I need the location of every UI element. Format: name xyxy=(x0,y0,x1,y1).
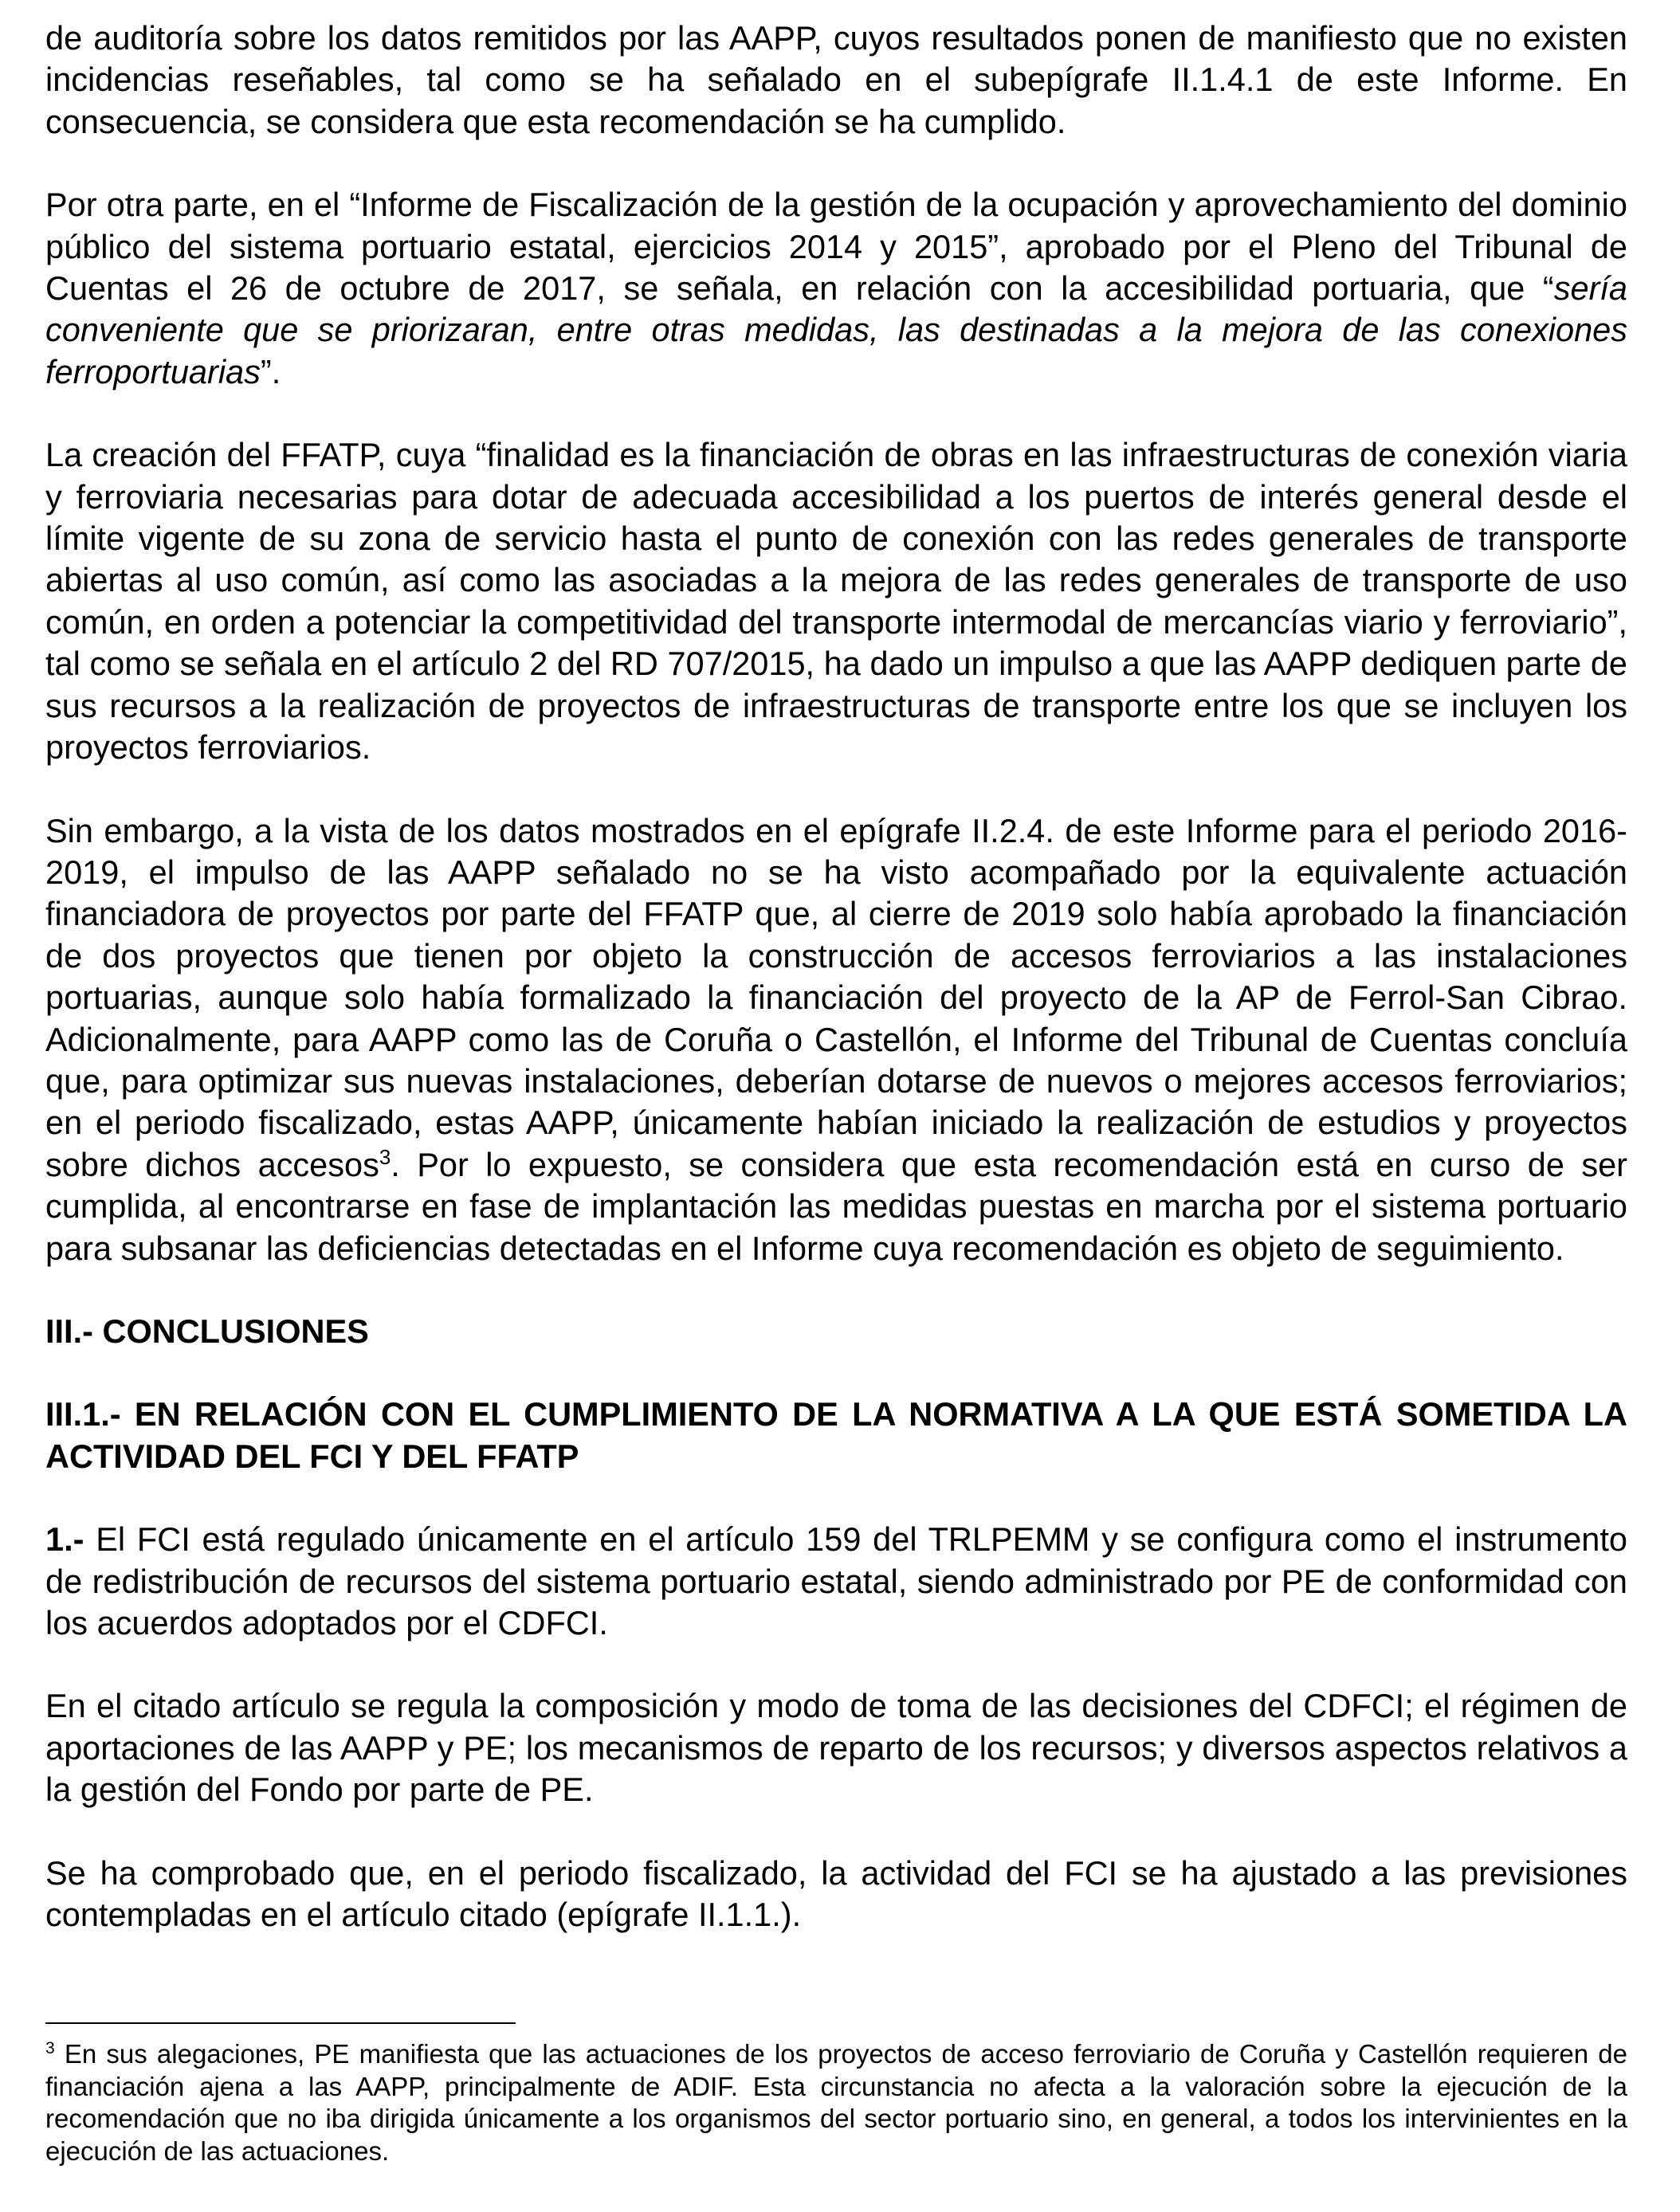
paragraph-text-end: . Por lo expuesto, se considera que esta recomendación está en curso de ser cumplida, al encontrarse en fase de implantación las medidas puestas en marcha por el sistema portuario para subsanar las deficiencias detectadas en el Informe cuya recomendación es objeto de seguimiento. xyxy=(45,1145,1627,1267)
paragraph-conclusion-1 xyxy=(45,1519,1627,1644)
heading-text: III.1.- EN RELACIÓN CON EL CUMPLIMIENTO DE LA NORMATIVA A LA QUE ESTÁ SOMETIDA LA ACTIVIDAD DEL FCI Y DEL FFATP xyxy=(45,1395,1627,1475)
subsection-heading-cumplimiento xyxy=(45,1394,1627,1477)
paragraph-text: Por otra parte, en el “Informe de Fiscalización de la gestión de la ocupación y aprovechamiento del dominio público del sistema portuario estatal, ejercicios 2014 y 2015”, aprobado por el Pleno del Tribunal de Cuentas el 26 de octubre de 2017, se señala, en relación con la accesibilidad portuaria, que “ xyxy=(45,186,1627,308)
paragraph-text: Se ha comprobado que, en el periodo fiscalizado, la actividad del FCI se ha ajustado a las previsiones contempladas en el artículo citado (epígrafe II.1.1.). xyxy=(45,1853,1627,1934)
paragraph-text-end: ”. xyxy=(260,352,281,390)
footnote-separator xyxy=(45,2022,516,2024)
paragraph-creacion-ffatp xyxy=(45,434,1627,768)
paragraph-text: El FCI está regulado únicamente en el artículo 159 del TRLPEMM y se configura como el instrumento de redistribución de recursos del sistema portuario estatal, siendo administrado por PE de conformidad con los acuerdos adoptados por el CDFCI. xyxy=(45,1520,1627,1641)
paragraph-sin-embargo xyxy=(45,810,1627,1269)
paragraph-citado-articulo xyxy=(45,1685,1627,1810)
paragraph-text: Sin embargo, a la vista de los datos mostrados en el epígrafe II.2.4. de este Informe para el periodo 2016-2019, el impulso de las AAPP señalado no se ha visto acompañado por la equivalente actuación financiadora de proyectos por parte del FFATP que, al cierre de 2019 solo había aprobado la financiación de dos proyectos que tienen por objeto la construcción de accesos ferroviarios a las instalaciones portuarias, aunque solo había formalizado la financiación del proyecto de la AP de Ferrol-San Cibrao. Adicionalmente, para AAPP como las de Coruña o Castellón, el Informe del Tribunal de Cuentas concluía que, para optimizar sus nuevas instalaciones, deberían dotarse de nuevos o mejores accesos ferroviarios; en el periodo fiscalizado, estas AAPP, únicamente habían iniciado la realización de estudios y proyectos sobre dichos accesos xyxy=(45,811,1627,1183)
footnote-marker: 3 xyxy=(45,2039,55,2057)
section-heading-conclusiones xyxy=(45,1311,1627,1352)
footnote-text: En sus alegaciones, PE manifiesta que las actuaciones de los proyectos de acceso ferroviario de Coruña y Castellón requieren de financiación ajena a las AAPP, principalmente de ADIF. Esta circunstancia no afecta a la valoración sobre la ejecución de la recomendación que no iba dirigida únicamente a los organismos del sector portuario sino, en general, a todos los intervinientes en la ejecución de las actuaciones. xyxy=(45,2039,1627,2166)
paragraph-text: En el citado artículo se regula la composición y modo de toma de las decisiones del CDFCI; el régimen de aportaciones de las AAPP y PE; los mecanismos de reparto de los recursos; y diversos aspectos relativos a la gestión del Fondo por parte de PE. xyxy=(45,1687,1627,1809)
footnote-reference[interactable]: 3 xyxy=(379,1144,391,1169)
footnote xyxy=(45,2038,1627,2167)
quoted-recommendation: sería conveniente que se priorizaran, entre otras medidas, las destinadas a la mejora de las conexiones ferroportuarias xyxy=(45,269,1627,390)
paragraph-se-ha-comprobado xyxy=(45,1853,1627,1936)
conclusion-number: 1.- xyxy=(45,1520,84,1559)
paragraph-auditoria xyxy=(45,18,1627,143)
paragraph-text: de auditoría sobre los datos remitidos por las AAPP, cuyos resultados ponen de manifiesto que no existen incidencias reseñables, tal como se ha señalado en el subepígrafe II.1.4.1 de este Informe. En consecuencia, se considera que esta recomendación se ha cumplido. xyxy=(45,19,1627,140)
heading-text: III.- CONCLUSIONES xyxy=(45,1312,369,1350)
paragraph-text: La creación del FFATP, cuya “finalidad es la financiación de obras en las infraestructuras de conexión viaria y ferroviaria necesarias para dotar de adecuada accesibilidad a los puertos de interés general desde el límite vigente de su zona de servicio hasta el punto de conexión con las redes generales de transporte abiertas al uso común, así como las asociadas a la mejora de las redes generales de transporte de uso común, en orden a potenciar la competitividad del transporte intermodal de mercancías viario y ferroviario”, tal como se señala en el artículo 2 del RD 707/2015, ha dado un impulso a que las AAPP dediquen parte de sus recursos a la realización de proyectos de infraestructuras de transporte entre los que se incluyen los proyectos ferroviarios. xyxy=(45,436,1627,767)
document-body xyxy=(45,18,1627,1977)
paragraph-informe-fiscalizacion xyxy=(45,184,1627,393)
